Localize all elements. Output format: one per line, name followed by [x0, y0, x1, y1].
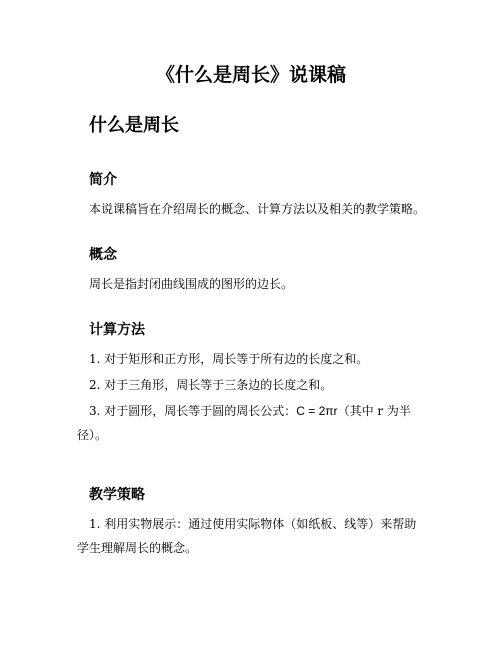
calc-3-prefix: 3. 对于圆形，周长等于圆的周长公式：	[89, 404, 297, 418]
section-body-intro: 本说课稿旨在介绍周长的概念、计算方法以及相关的教学策略。	[89, 202, 426, 216]
list-item-calc-1: 1. 对于矩形和正方形，周长等于所有边的长度之和。	[89, 352, 369, 366]
section-heading-concept: 概念	[89, 247, 117, 263]
section-heading-intro: 简介	[89, 172, 117, 188]
section-heading-calculation: 计算方法	[89, 322, 145, 338]
section-heading-strategy: 教学策略	[89, 487, 145, 503]
main-heading: 什么是周长	[89, 115, 179, 136]
document-title: 《什么是周长》说课稿	[155, 64, 346, 86]
list-item-strategy-1-line2: 学生理解周长的概念。	[77, 541, 198, 555]
list-item-strategy-1	[0, 516, 502, 560]
list-item-calc-2: 2. 对于三角形，周长等于三条边的长度之和。	[89, 378, 333, 392]
circumference-formula: C = 2πr	[296, 404, 338, 418]
list-item-calc-3-line2: 径）。	[77, 428, 108, 442]
list-item-calc-3	[0, 403, 502, 447]
list-item-calc-3-line1	[89, 403, 411, 419]
list-item-strategy-1-line1: 1. 利用实物展示：通过使用实际物体（如纸板、线等）来帮助	[89, 517, 417, 531]
calc-3-suffix: （其中 r 为半	[337, 404, 411, 418]
section-body-concept: 周长是指封闭曲线围成的图形的边长。	[89, 277, 294, 291]
